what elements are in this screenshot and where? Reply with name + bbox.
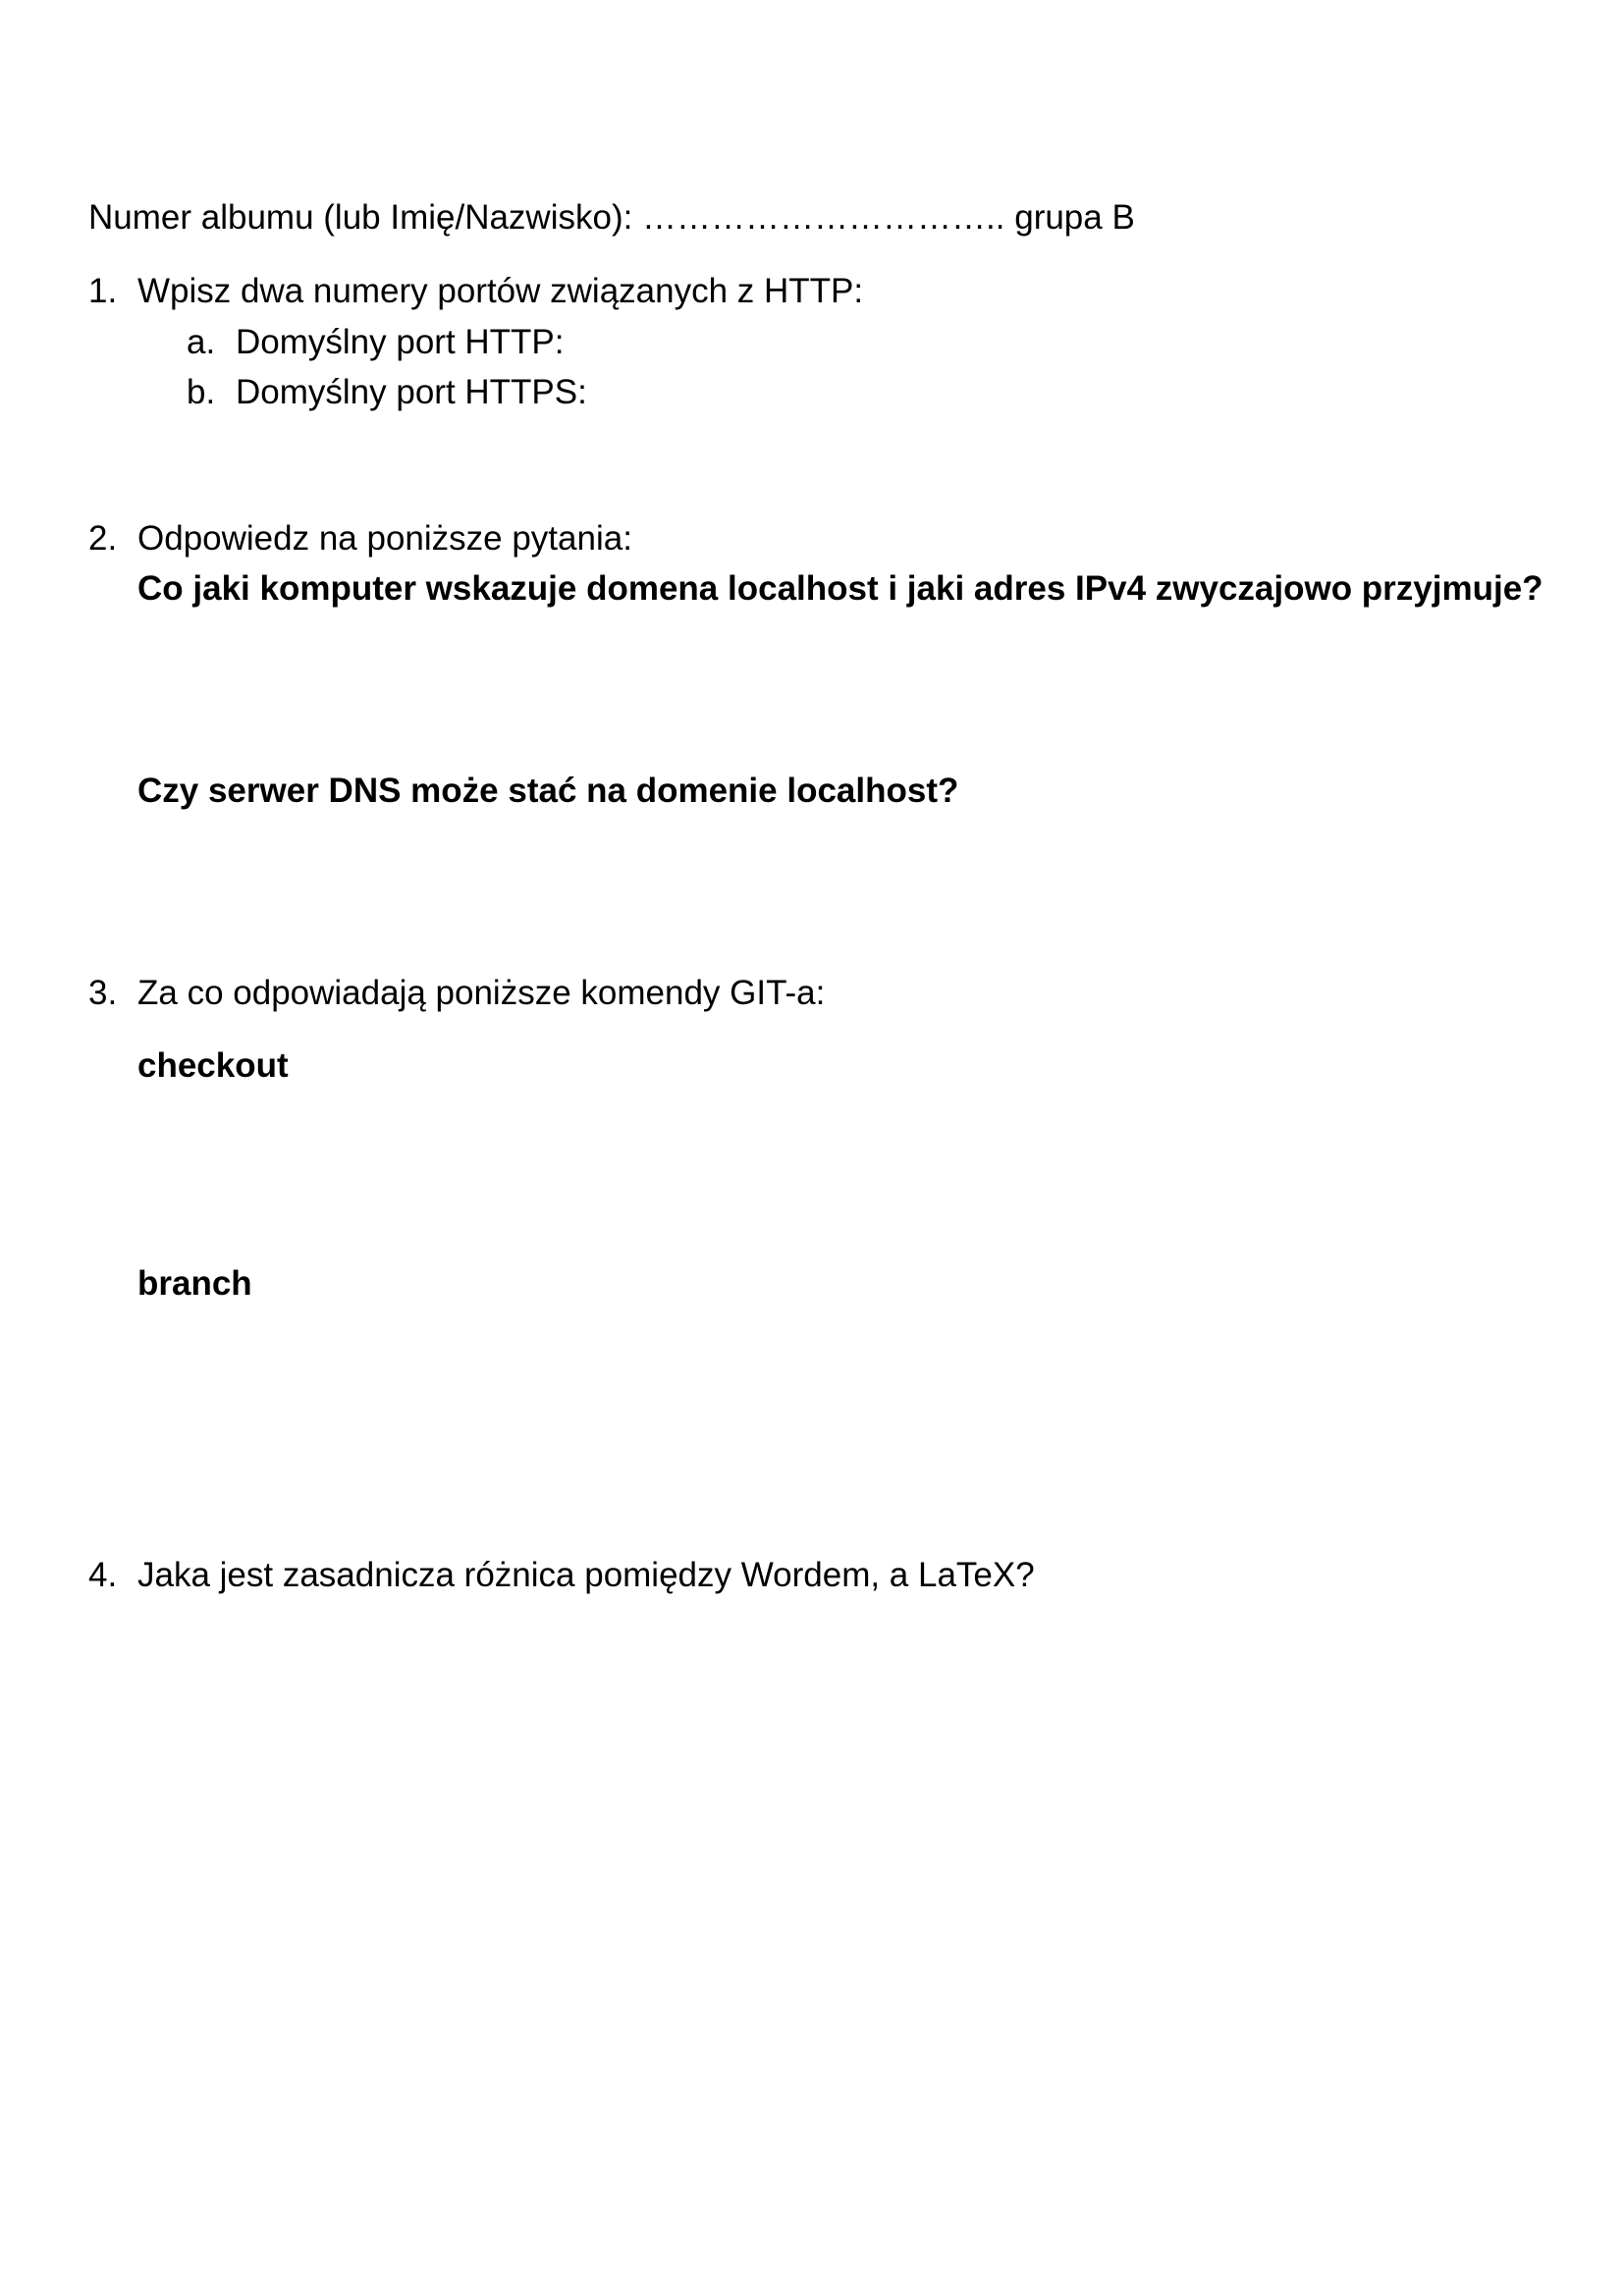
question-2-prompt-localhost: Co jaki komputer wskazuje domena localhost i jaki adres IPv4 zwyczajowo przyjmuje? (137, 569, 1543, 608)
question-4 (88, 1554, 1035, 1597)
question-1a (187, 321, 565, 364)
question-2 (88, 517, 632, 561)
question-1 (88, 270, 863, 313)
student-id-line: Numer albumu (lub Imię/Nazwisko): ………………………….. grupa B (88, 198, 1135, 237)
question-1a-text: Domyślny port HTTP: (236, 323, 565, 361)
question-1a-letter: a. (187, 323, 216, 361)
question-2-number: 2. (88, 519, 118, 558)
question-1b-letter: b. (187, 373, 216, 411)
question-4-text: Jaka jest zasadnicza różnica pomiędzy Wordem, a LaTeX? (137, 1556, 1035, 1594)
question-3-text: Za co odpowiadają poniższe komendy GIT-a: (137, 974, 826, 1012)
question-1b-text: Domyślny port HTTPS: (236, 373, 587, 411)
question-3 (88, 972, 825, 1015)
question-3-number: 3. (88, 974, 118, 1012)
question-2-prompt-dns: Czy serwer DNS może stać na domenie localhost? (137, 772, 959, 810)
question-1b (187, 371, 587, 414)
question-3-prompt-branch: branch (137, 1264, 252, 1303)
question-4-number: 4. (88, 1556, 118, 1594)
question-3-prompt-checkout: checkout (137, 1046, 289, 1085)
question-2-text: Odpowiedz na poniższe pytania: (137, 519, 632, 558)
question-1-text: Wpisz dwa numery portów związanych z HTTP: (137, 272, 864, 310)
question-1-number: 1. (88, 272, 118, 310)
